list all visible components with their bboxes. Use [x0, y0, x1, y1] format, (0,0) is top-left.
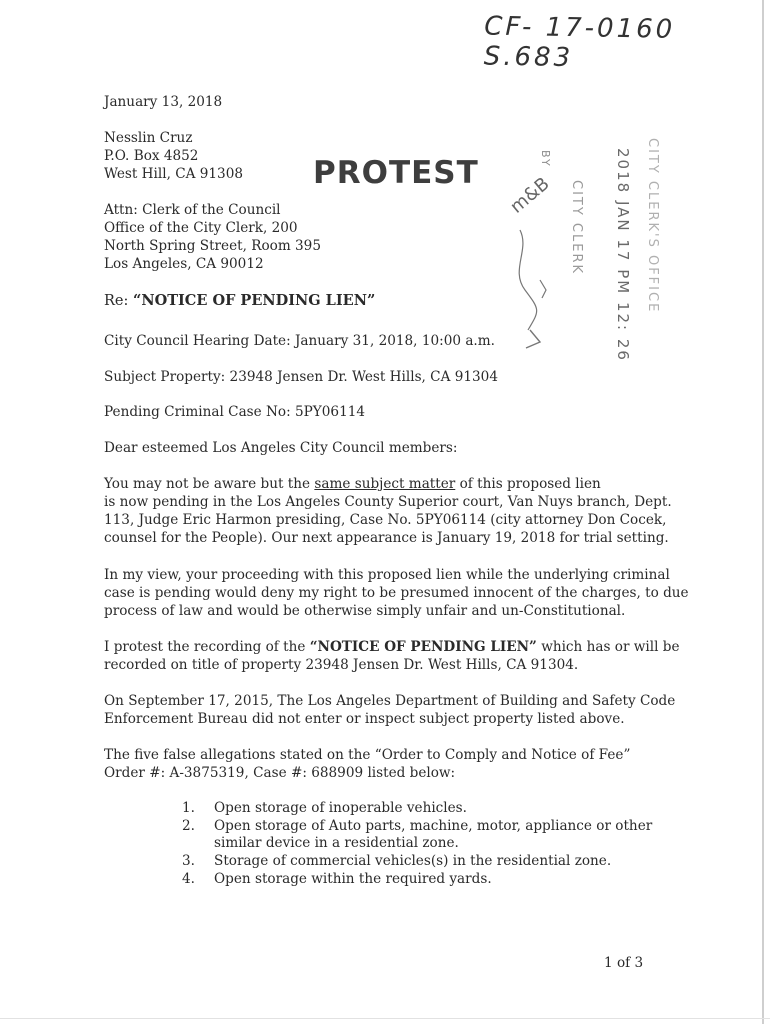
letter-date: January 13, 2018 [104, 94, 223, 110]
list-item [182, 800, 652, 817]
para5-line2: Order #: A-3875319, Case #: 688909 listed below: [104, 765, 456, 781]
attention-line4: Los Angeles, CA 90012 [104, 256, 264, 272]
handwritten-reference: CF- 17-0160 S.683 [483, 11, 676, 74]
list-item [182, 853, 652, 870]
para2-line3: process of law and would be otherwise simply unfair and un-Constitutional. [104, 603, 626, 619]
salutation: Dear esteemed Los Angeles City Council members: [104, 440, 458, 456]
re-title: “NOTICE OF PENDING LIEN” [133, 292, 376, 309]
para1-underlined: same subject matter [314, 476, 456, 492]
para1-text-a: You may not be aware but the [104, 476, 315, 492]
para5-line1: The five false allegations stated on the “Order to Comply and Notice of Fee” [104, 747, 631, 763]
para2-line2: case is pending would deny my right to be presumed innocent of the charges, to due [104, 585, 689, 601]
clerk-stamp-city-clerk: CITY CLERK [569, 180, 584, 276]
allegations-list [182, 800, 652, 889]
sender-address-line2: West Hill, CA 91308 [104, 166, 243, 182]
hearing-date: City Council Hearing Date: January 31, 2018, 10:00 a.m. [104, 333, 495, 349]
para1-line1 [104, 475, 601, 493]
para3-line1 [104, 638, 680, 656]
list-item-continuation: similar device in a residential zone. [214, 835, 459, 851]
para3-line2: recorded on title of property 23948 Jensen Dr. West Hills, CA 91304. [104, 657, 579, 673]
subject-property: Subject Property: 23948 Jensen Dr. West Hills, CA 91304 [104, 369, 498, 385]
handwritten-scribble [500, 210, 570, 350]
re-line [104, 292, 375, 310]
list-item-text: Open storage within the required yards. [214, 871, 492, 887]
para3-notice-title: “NOTICE OF PENDING LIEN” [309, 639, 537, 655]
attention-line1: Attn: Clerk of the Council [104, 202, 281, 218]
list-item [182, 818, 652, 852]
scan-bottom-edge [0, 1018, 770, 1019]
para1-line2: is now pending in the Los Angeles County Superior court, Van Nuys branch, Dept. [104, 494, 672, 510]
para1-text-b: of this proposed lien [455, 476, 601, 492]
attention-line3: North Spring Street, Room 395 [104, 238, 321, 254]
para1-line4: counsel for the People). Our next appearance is January 19, 2018 for trial setting. [104, 530, 669, 546]
para3-text-c: which has or will be [536, 639, 680, 655]
para4-line1: On September 17, 2015, The Los Angeles Department of Building and Safety Code [104, 693, 676, 709]
para1-line3: 113, Judge Eric Harmon presiding, Case No. 5PY06114 (city attorney Don Cocek, [104, 512, 667, 528]
list-item-text: Storage of commercial vehicles(s) in the residential zone. [214, 853, 612, 869]
list-item-number: 2. [182, 818, 195, 834]
para4-line2: Enforcement Bureau did not enter or inspect subject property listed above. [104, 711, 625, 727]
list-item-text: Open storage of Auto parts, machine, motor, appliance or other [214, 818, 653, 834]
sender-name: Nesslin Cruz [104, 130, 193, 146]
list-item-text: Open storage of inoperable vehicles. [214, 800, 467, 816]
scan-edge [762, 0, 764, 1024]
list-item-number: 4. [182, 871, 195, 887]
attention-line2: Office of the City Clerk, 200 [104, 220, 298, 236]
list-item [182, 871, 652, 888]
re-prefix: Re: [104, 293, 133, 309]
protest-stamp: PROTEST [313, 155, 479, 191]
para3-text-a: I protest the recording of the [104, 639, 310, 655]
para2-line1: In my view, your proceeding with this proposed lien while the underlying criminal [104, 567, 670, 583]
clerk-office-stamp-text: CITY CLERK'S OFFICE [645, 138, 660, 314]
page-number: 1 of 3 [604, 955, 644, 971]
handwritten-initials: m&B [506, 173, 554, 218]
sender-address-line1: P.O. Box 4852 [104, 148, 199, 164]
list-item-number: 1. [182, 800, 195, 816]
clerk-stamp-by: BY [539, 150, 552, 168]
clerk-stamp-datetime: 2018 JAN 17 PM 12: 26 [614, 148, 632, 362]
list-item-number: 3. [182, 853, 195, 869]
pending-case-number: Pending Criminal Case No: 5PY06114 [104, 404, 366, 420]
